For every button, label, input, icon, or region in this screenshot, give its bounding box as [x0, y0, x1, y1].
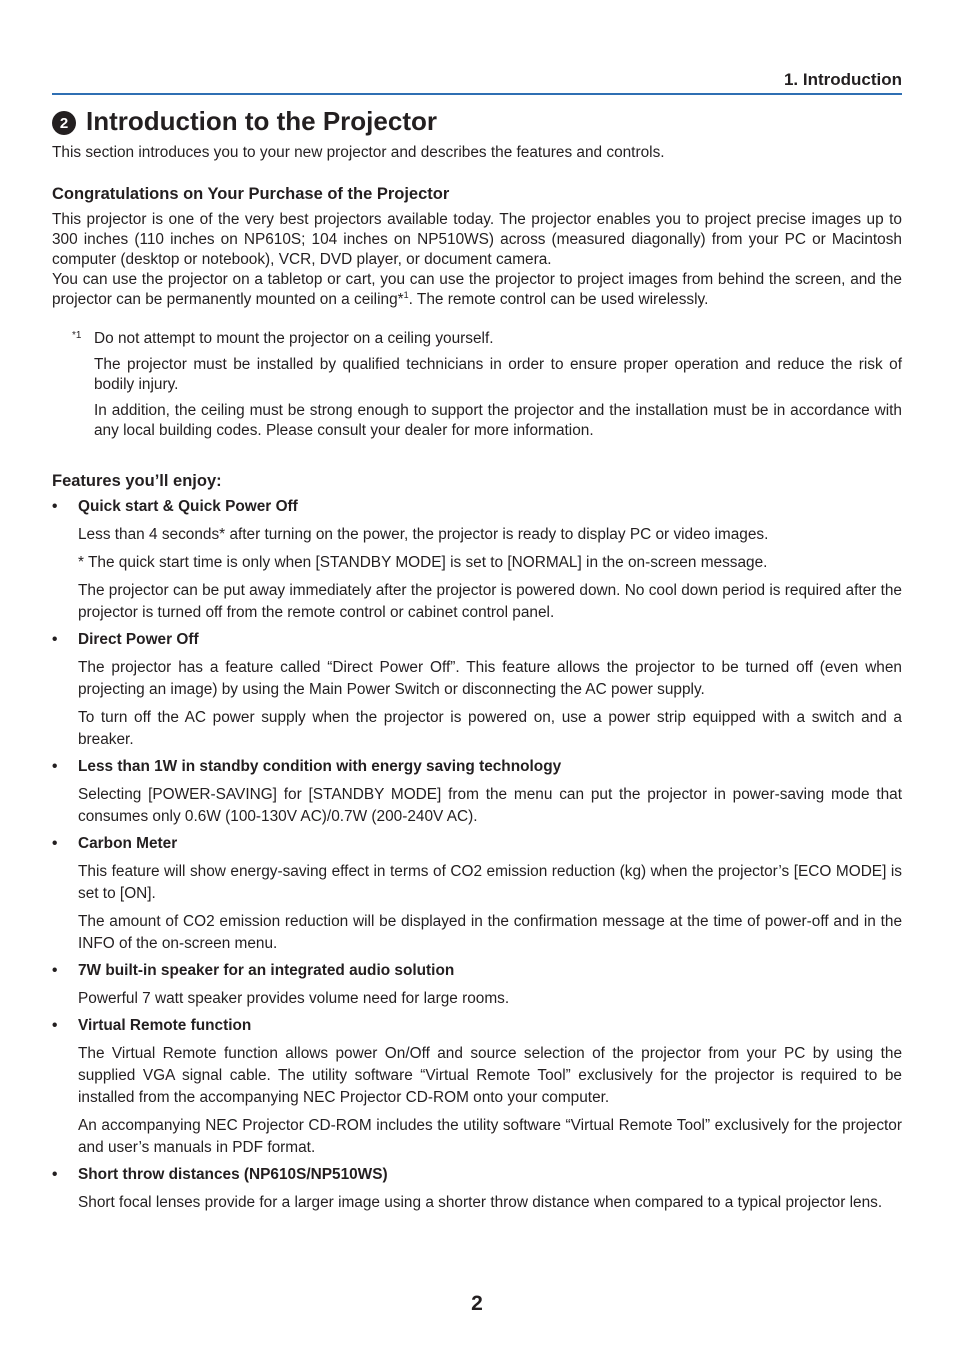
feature-title: Carbon Meter [78, 835, 178, 852]
feature-paragraph: To turn off the AC power supply when the projector is powered on, use a power strip equipped with a switch and a breaker. [78, 709, 902, 748]
feature-item [52, 1016, 902, 1159]
feature-item [52, 497, 902, 624]
bullet: • [52, 498, 58, 515]
feature-title: Virtual Remote function [78, 1017, 252, 1034]
feature-paragraph: Powerful 7 watt speaker provides volume need for large rooms. [78, 990, 510, 1007]
feature-item [52, 757, 902, 828]
note-line: Do not attempt to mount the projector on a ceiling yourself. [94, 330, 494, 347]
page-number: 2 [471, 1292, 483, 1315]
section-number-badge: 2 [52, 111, 76, 135]
feature-item [52, 961, 902, 1010]
feature-paragraph: Less than 4 seconds* after turning on the power, the projector is ready to display PC or video images. [78, 526, 769, 543]
note-mark: *1 [72, 330, 82, 341]
feature-title: 7W built-in speaker for an integrated audio solution [78, 962, 455, 979]
bullet: • [52, 1017, 58, 1034]
feature-paragraph: This feature will show energy-saving effect in terms of CO2 emission reduction (kg) when the projector’s [ECO MODE] is set to [ON]. [78, 863, 902, 902]
section-title-text: Introduction to the Projector [86, 106, 437, 136]
congrats-para-2 [52, 270, 902, 310]
feature-paragraph: Selecting [POWER-SAVING] for [STANDBY MODE] from the menu can put the projector in power-saving mode that consumes only 0.6W (100-130V AC)/0.7W (200-240V AC). [78, 786, 902, 825]
feature-item [52, 1165, 902, 1214]
feature-paragraph: The amount of CO2 emission reduction will be displayed in the confirmation message at the time of power-off and in the INFO of the on-screen menu. [78, 913, 902, 952]
ceiling-note [52, 329, 902, 441]
feature-item [52, 834, 902, 955]
bullet: • [52, 758, 58, 775]
feature-title: Less than 1W in standby condition with energy saving technology [78, 758, 562, 775]
bullet: • [52, 1166, 58, 1183]
bullet: • [52, 835, 58, 852]
feature-paragraph: The projector has a feature called “Direct Power Off”. This feature allows the projector to be turned off (even when projecting an image) by using the Main Power Switch or disconnecting the AC power supply. [78, 659, 902, 698]
feature-title: Direct Power Off [78, 631, 199, 648]
feature-title: Quick start & Quick Power Off [78, 498, 298, 515]
bullet: • [52, 631, 58, 648]
header-rule [52, 93, 902, 95]
running-header: 1. Introduction [783, 70, 902, 89]
note-line: The projector must be installed by qualified technicians in order to ensure proper operation and reduce the risk of bodily injury. [94, 356, 902, 393]
content [52, 143, 902, 1220]
feature-item [52, 630, 902, 751]
feature-paragraph: * The quick start time is only when [STANDBY MODE] is set to [NORMAL] in the on-screen message. [78, 554, 768, 571]
feature-paragraph: An accompanying NEC Projector CD-ROM includes the utility software “Virtual Remote Tool” exclusively for the projector and user’s manuals in PDF format. [78, 1117, 902, 1156]
congrats-heading: Congratulations on Your Purchase of the Projector [52, 185, 450, 203]
congrats-para-2-tail: . The remote control can be used wirelessly. [408, 291, 709, 308]
congrats-para-2-text: You can use the projector on a tabletop or cart, you can use the projector to project images from behind the screen, and the projector can be permanently mounted on a ceiling* [52, 271, 902, 308]
section-intro: This section introduces you to your new projector and describes the features and controls. [52, 144, 665, 161]
feature-paragraph: Short focal lenses provide for a larger image using a shorter throw distance when compared to a typical projector lens. [78, 1194, 883, 1211]
feature-paragraph: The projector can be put away immediately after the projector is powered down. No cool down period is required after the projector is turned off from the remote control or cabinet control panel. [78, 582, 902, 621]
section-title [52, 106, 437, 137]
feature-paragraph: The Virtual Remote function allows power On/Off and source selection of the projector from your PC by using the supplied VGA signal cable. The utility software “Virtual Remote Tool” exclusively for the projector is required to be installed from the accompanying NEC Projector CD-ROM onto your computer. [78, 1045, 902, 1106]
note-line: In addition, the ceiling must be strong enough to support the projector and the installation must be in accordance with any local building codes. Please consult your dealer for more information. [94, 402, 902, 439]
congrats-para-1: This projector is one of the very best projectors available today. The projector enables you to project precise images up to 300 inches (110 inches on NP610S; 104 inches on NP510WS) across (measured diagonally) from your PC or Macintosh computer (desktop or notebook), VCR, DVD player, or document camera. [52, 211, 902, 268]
bullet: • [52, 962, 58, 979]
features-heading: Features you’ll enjoy: [52, 472, 222, 490]
footnote-ref: 1 [403, 289, 409, 300]
feature-title: Short throw distances (NP610S/NP510WS) [78, 1166, 388, 1183]
